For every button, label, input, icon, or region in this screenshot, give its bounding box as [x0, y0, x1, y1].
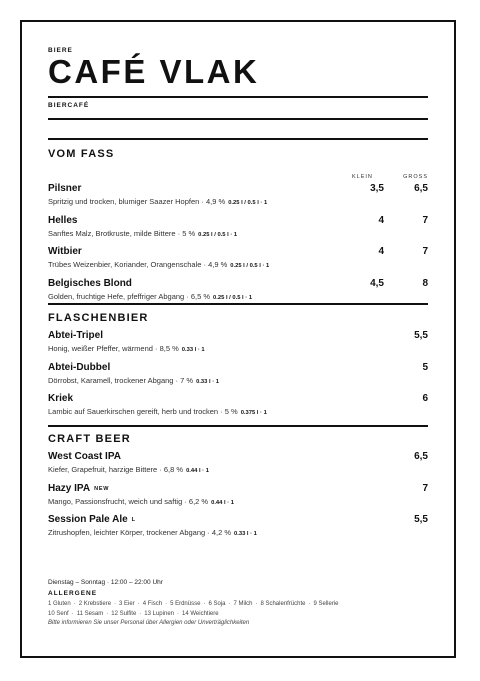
item-desc-text: Golden, fruchtige Hefe, pfeffriger Abgang · 6,5 % [48, 292, 211, 301]
item-description [48, 527, 428, 540]
column-small: KLEIN [352, 174, 373, 180]
item-desc-text: Zitrushopfen, leichter Körper, trockener Abgang · 4,2 % [48, 528, 232, 537]
item-name: Abtei-Dubbel [48, 362, 111, 373]
header-rule [48, 96, 428, 98]
allergens-title: ALLERGENE [48, 590, 98, 597]
item-desc-text: Kiefer, Grapefruit, harzige Bittere · 6,8 % [48, 465, 184, 474]
item-desc-text: Dörrobst, Karamell, trockener Abgang · 7 % [48, 376, 194, 385]
menu-item [48, 483, 428, 509]
price: 6,5 [414, 451, 428, 462]
separator: · [73, 601, 76, 607]
allergen-item: 6 Soja [208, 601, 226, 607]
item-badge: L [131, 517, 136, 523]
item-description [48, 375, 428, 388]
allergen-item: 14 Weichtiere [182, 611, 219, 617]
item-desc-text: Sanftes Malz, Brotkruste, milde Bittere · 5 % [48, 229, 196, 238]
item-name: Kriek [48, 393, 74, 404]
item-description [48, 259, 428, 272]
section-flaschenbier [48, 312, 428, 416]
allergen-item: 5 Erdnüsse [170, 601, 201, 607]
section-title: VOM FASS [48, 148, 115, 160]
menu-item [48, 278, 428, 304]
price-large: 7 [422, 246, 428, 257]
separator: · [308, 601, 311, 607]
allergen-item: 13 Lupinen [144, 611, 174, 617]
item-description [48, 406, 428, 419]
kicker-label: BIERE [48, 47, 73, 54]
menu-item [48, 246, 428, 272]
price: 7 [422, 483, 428, 494]
allergen-item: 8 Schalenfrüchte [260, 601, 306, 607]
price-small: 4,5 [370, 278, 384, 289]
column-large: GROSS [403, 174, 428, 180]
separator: · [203, 601, 206, 607]
item-volume: 0.25 l / 0.5 l · 1 [213, 295, 253, 301]
brand-subtitle: BIERCAFÉ [48, 102, 90, 109]
item-description [48, 464, 428, 477]
separator: · [71, 611, 74, 617]
item-description [48, 496, 428, 509]
item-name-text: Session Pale Ale [48, 514, 128, 525]
price: 5 [422, 362, 428, 373]
allergen-item: 3 Eier [119, 601, 135, 607]
item-description [48, 196, 428, 209]
price-large: 8 [422, 278, 428, 289]
item-volume: 0.25 l / 0.5 l · 1 [198, 232, 238, 238]
menu-footer [48, 579, 428, 626]
separator: · [165, 601, 168, 607]
price-large: 6,5 [414, 183, 428, 194]
item-name [48, 451, 428, 463]
allergen-item: 9 Sellerie [313, 601, 339, 607]
price-small: 3,5 [370, 183, 384, 194]
price: 6 [422, 393, 428, 404]
item-name-text: West Coast IPA [48, 451, 121, 462]
section-rule [48, 138, 428, 140]
item-name: Helles [48, 215, 78, 226]
item-desc-text: Honig, weißer Pfeffer, wärmend · 8,5 % [48, 344, 179, 353]
allergen-item: 12 Sulfite [111, 611, 137, 617]
menu-item [48, 393, 428, 419]
menu-item [48, 183, 428, 209]
section-rule [48, 425, 428, 427]
separator: · [139, 611, 142, 617]
item-description [48, 228, 428, 241]
item-desc-text: Spritzig und trocken, blumiger Saazer Hopfen · 4,9 % [48, 197, 226, 206]
menu-card [20, 20, 456, 658]
menu-item [48, 362, 428, 388]
item-name: Witbier [48, 246, 82, 257]
item-name: Belgisches Blond [48, 278, 132, 289]
allergen-item: 2 Krebstiere [78, 601, 112, 607]
allergens-line-1 [48, 599, 428, 609]
section-craft-beer [48, 433, 428, 537]
allergen-item: 7 Milch [233, 601, 253, 607]
price: 5,5 [414, 330, 428, 341]
allergen-item: 1 Gluten [48, 601, 71, 607]
price-small: 4 [378, 215, 384, 226]
item-volume: 0.33 l · 1 [234, 531, 257, 537]
price: 5,5 [414, 514, 428, 525]
menu-item [48, 330, 428, 356]
section-vom-fass [48, 148, 428, 301]
item-name: Abtei-Tripel [48, 330, 104, 341]
menu-item [48, 215, 428, 241]
separator: · [106, 611, 109, 617]
allergen-item: 10 Senf [48, 611, 69, 617]
separator: · [177, 611, 179, 617]
item-volume: 0.25 l / 0.5 l · 1 [228, 200, 268, 206]
separator: · [114, 601, 117, 607]
item-desc-text: Lambic auf Sauerkirschen gereift, herb und trocken · 5 % [48, 407, 238, 416]
item-desc-text: Mango, Passionsfrucht, weich und saftig · 6,2 % [48, 497, 209, 506]
price-large: 7 [422, 215, 428, 226]
item-desc-text: Trübes Weizenbier, Koriander, Orangenschale · 4,9 % [48, 260, 228, 269]
brand-title: CAFÉ VLAK [48, 53, 260, 90]
item-volume: 0.33 l · 1 [181, 347, 205, 353]
allergens-list [48, 599, 428, 619]
opening-hours: Dienstag – Sonntag · 12:00 – 22:00 Uhr [48, 579, 163, 586]
item-volume: 0.33 l · 1 [196, 379, 219, 385]
item-volume: 0.44 l · 1 [186, 468, 209, 474]
menu-item [48, 451, 428, 477]
item-volume: 0.375 l · 1 [240, 410, 267, 416]
separator: · [228, 601, 231, 607]
item-name [48, 514, 428, 526]
allergen-item: 4 Fisch [142, 601, 163, 607]
item-description [48, 343, 428, 356]
separator: · [255, 601, 258, 607]
allergens-note: Bitte informieren Sie unser Personal über Allergien oder Unverträglichkeiten [48, 620, 250, 626]
item-name-text: Hazy IPA [48, 483, 91, 494]
allergen-item: 11 Sesam [76, 611, 104, 617]
menu-item [48, 514, 428, 540]
size-column-headers [352, 174, 428, 180]
item-name: Pilsner [48, 183, 82, 194]
allergens-line-2 [48, 609, 428, 619]
item-volume: 0.44 l · 1 [211, 500, 234, 506]
item-volume: 0.25 l / 0.5 l · 1 [230, 263, 270, 269]
new-badge: NEW [94, 486, 110, 492]
header-rule-bottom [48, 118, 428, 120]
item-name [48, 483, 428, 495]
section-rule [48, 303, 428, 305]
section-title: FLASCHENBIER [48, 312, 149, 324]
separator: · [137, 601, 140, 607]
price-small: 4 [378, 246, 384, 257]
section-title: CRAFT BEER [48, 433, 131, 445]
